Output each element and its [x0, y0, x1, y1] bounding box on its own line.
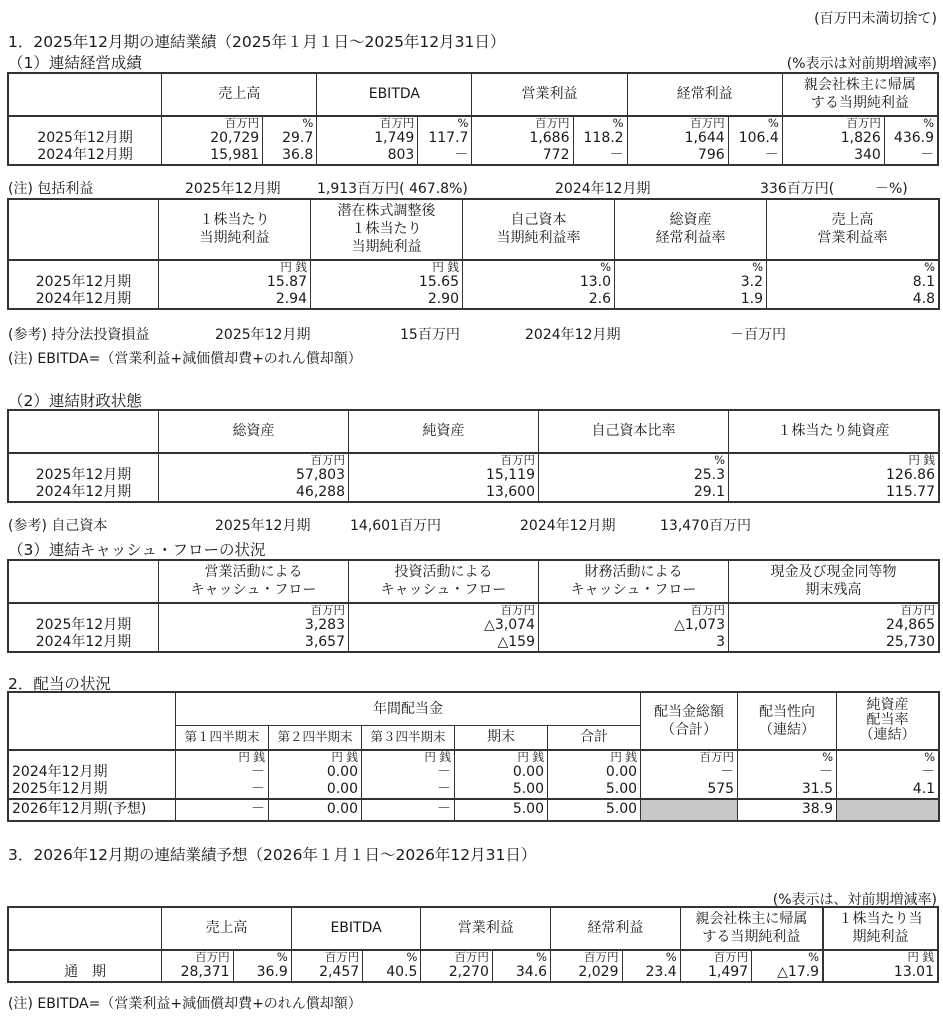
row-label: 通 期: [9, 964, 162, 982]
period-label: 2024年12月期: [520, 518, 616, 534]
period-label: 2025年12月期: [215, 327, 311, 343]
table-row: 2025年12月期 20,729 29.7 1,749 117.7 1,686 118.2 1,644 106.4 1,826 436.9: [9, 130, 938, 147]
header-sales: 売上高: [162, 908, 292, 950]
header-ebitda: EBITDA: [317, 74, 472, 116]
unit: %: [738, 750, 837, 764]
header-total-assets: 総資産: [159, 411, 349, 453]
unit: %: [728, 116, 782, 130]
header-annual-dividend: 年間配当金: [176, 693, 641, 726]
header-roa: 総資産 経常利益率: [615, 200, 767, 260]
row-label: 2026年12月期(予想): [9, 799, 176, 821]
unit: 円 銭: [362, 750, 455, 764]
header-doe: 純資産 配当率 （連結）: [837, 693, 939, 750]
unit: 円 銭: [159, 260, 311, 274]
equity-method-value: －百万円: [730, 327, 786, 343]
financial-position-table: [8, 410, 939, 502]
unit: %: [363, 950, 421, 964]
unit: 百万円: [782, 116, 884, 130]
equity-method-label: (参考) 持分法投資損益: [8, 327, 150, 343]
equity-value: 14,601百万円: [350, 518, 441, 534]
header-total-dividend: 配当金総額 （合計）: [641, 693, 738, 750]
header-net-income: 親会社株主に帰属 する当期純利益: [782, 74, 937, 116]
unit: %: [233, 950, 291, 964]
row-label: 2025年12月期: [9, 467, 159, 484]
header-roe: 自己資本 当期純利益率: [463, 200, 615, 260]
section3-title: 3．2026年12月期の連結業績予想（2026年１月１日～2026年12月31日）: [8, 846, 537, 864]
table-row: 2025年12月期 15.87 15.65 13.0 3.2 8.1: [9, 274, 939, 291]
unit: 円 銭: [548, 750, 641, 764]
cash-flow-table: [8, 560, 939, 652]
unit: 百万円: [159, 453, 349, 467]
period-label: 2025年12月期: [215, 518, 311, 534]
unit: 円 銭: [176, 750, 269, 764]
unit: 百万円: [551, 950, 622, 964]
header-ordinary-income: 経常利益: [627, 74, 782, 116]
header-eps: １株当たり当 期純利益: [823, 908, 937, 950]
table-row: 2025年12月期 57,803 15,119 25.3 126.86: [9, 467, 939, 484]
operating-results-table: [8, 73, 938, 165]
header-eps: １株当たり 当期純利益: [159, 200, 311, 260]
unit: 百万円: [627, 116, 728, 130]
period-label: 2025年12月期: [185, 181, 281, 197]
unit: 百万円: [680, 950, 751, 964]
sub1-title: （1）連結経営成績: [8, 54, 142, 72]
header-operating-cf: 営業活動による キャッシュ・フロー: [159, 561, 349, 603]
unit-note: (百万円未満切捨て): [814, 11, 937, 27]
header-ebitda: EBITDA: [291, 908, 421, 950]
row-label: 2024年12月期: [9, 484, 159, 502]
sub1-pct-note: (%表示は対前期増減率): [786, 56, 937, 72]
period-label: 2024年12月期: [555, 181, 651, 197]
header-bps: １株当たり純資産: [729, 411, 939, 453]
table-row: 2024年12月期 3,657 △159 3 25,730: [9, 634, 939, 652]
unit: %: [837, 750, 939, 764]
unit: 百万円: [162, 950, 233, 964]
unit: %: [752, 950, 823, 964]
table-row: 2025年12月期 － 0.00 － 5.00 5.00 575 31.5 4.1: [9, 781, 939, 799]
unit: 円 銭: [823, 950, 937, 964]
row-label: 2024年12月期: [9, 147, 162, 165]
unit: %: [884, 116, 937, 130]
header-year-end: 期末: [455, 726, 548, 750]
table-row: 2025年12月期 3,283 △3,074 △1,073 24,865: [9, 617, 939, 634]
ebitda-note: (注) EBITDA=（営業利益+減価償却費+のれん償却額）: [8, 351, 362, 367]
comprehensive-income-label: (注) 包括利益: [8, 181, 94, 197]
unit: 百万円: [641, 750, 738, 764]
comprehensive-income-value: 1,913百万円( 467.8%): [317, 181, 468, 197]
table-row: 2024年12月期 2.94 2.90 2.6 1.9 4.8: [9, 291, 939, 309]
header-ordinary-income: 経常利益: [551, 908, 681, 950]
unit: 百万円: [349, 453, 539, 467]
section2-title: 2．配当の状況: [8, 675, 111, 693]
unit: %: [263, 116, 317, 130]
header-net-assets: 純資産: [349, 411, 539, 453]
unit: %: [418, 116, 472, 130]
table-row: 2024年12月期 15,981 36.8 803 － 772 － 796 － 340 －: [9, 147, 938, 165]
unit: 百万円: [539, 603, 729, 617]
header-q1: 第１四半期末: [176, 726, 269, 750]
unit: %: [615, 260, 767, 274]
corner-cell: [9, 74, 162, 116]
header-q2: 第２四半期末: [269, 726, 362, 750]
header-sales: 売上高: [162, 74, 317, 116]
header-cash-balance: 現金及び現金同等物 期末残高: [729, 561, 939, 603]
header-q3: 第３四半期末: [362, 726, 455, 750]
sub2-title: （2）連結財政状態: [8, 392, 142, 410]
unit: 百万円: [349, 603, 539, 617]
row-label: 2024年12月期: [9, 764, 176, 781]
unit: 円 銭: [455, 750, 548, 764]
unit: %: [492, 950, 550, 964]
unit: 百万円: [729, 603, 939, 617]
dividends-table: [8, 692, 939, 821]
unit: %: [463, 260, 615, 274]
unit: %: [573, 116, 627, 130]
header-diluted-eps: 潜在株式調整後 １株当たり 当期純利益: [311, 200, 463, 260]
header-equity-ratio: 自己資本比率: [539, 411, 729, 453]
unit: 百万円: [472, 116, 573, 130]
row-label: 2024年12月期: [9, 634, 159, 652]
unit: 百万円: [162, 116, 263, 130]
unit: 円 銭: [269, 750, 362, 764]
sub3-title: （3）連結キャッシュ・フローの状況: [8, 541, 266, 559]
row-label: 2024年12月期: [9, 291, 159, 309]
unit: 百万円: [291, 950, 362, 964]
equity-value: 13,470百万円: [660, 518, 751, 534]
table-row: 通 期 28,371 36.9 2,457 40.5 2,270 34.6 2,029 23.4 1,497 △17.9 13.01: [9, 964, 938, 982]
shaded-cell: [837, 799, 939, 821]
ebitda-note-forecast: (注) EBITDA=（営業利益+減価償却費+のれん償却額）: [8, 996, 362, 1012]
header-financing-cf: 財務活動による キャッシュ・フロー: [539, 561, 729, 603]
unit: %: [767, 260, 939, 274]
header-net-income: 親会社株主に帰属 する当期純利益: [680, 908, 823, 950]
equity-method-value: 15百万円: [400, 327, 460, 343]
header-operating-income: 営業利益: [421, 908, 551, 950]
unit: 百万円: [317, 116, 418, 130]
comprehensive-income-value: 336百万円(: [760, 181, 835, 197]
row-label: 2025年12月期: [9, 617, 159, 634]
unit: 百万円: [421, 950, 492, 964]
shaded-cell: [641, 799, 738, 821]
section3-pct-note: (%表示は、対前期増減率): [772, 892, 937, 908]
equity-label: (参考) 自己資本: [8, 518, 108, 534]
unit: 円 銭: [311, 260, 463, 274]
row-label: 2025年12月期: [9, 781, 176, 799]
forecast-table: [8, 907, 938, 982]
row-label: 2025年12月期: [9, 274, 159, 291]
table-row: 2024年12月期 46,288 13,600 29.1 115.77: [9, 484, 939, 502]
header-operating-income: 営業利益: [472, 74, 627, 116]
period-label: 2024年12月期: [525, 327, 621, 343]
unit: %: [539, 453, 729, 467]
unit: 百万円: [159, 603, 349, 617]
table-row-forecast: 2026年12月期(予想) － 0.00 － 5.00 5.00 38.9: [9, 799, 939, 821]
row-label: 2025年12月期: [9, 130, 162, 147]
header-payout-ratio: 配当性向 （連結）: [738, 693, 837, 750]
header-investing-cf: 投資活動による キャッシュ・フロー: [349, 561, 539, 603]
header-operating-margin: 売上高 営業利益率: [767, 200, 939, 260]
unit: 円 銭: [729, 453, 939, 467]
per-share-ratios-table: [8, 199, 939, 309]
table-row: 2024年12月期 － 0.00 － 0.00 0.00 － － －: [9, 764, 939, 781]
header-total: 合計: [548, 726, 641, 750]
unit: %: [622, 950, 680, 964]
section1-title: 1．2025年12月期の連結業績（2025年１月１日～2025年12月31日）: [8, 33, 506, 51]
